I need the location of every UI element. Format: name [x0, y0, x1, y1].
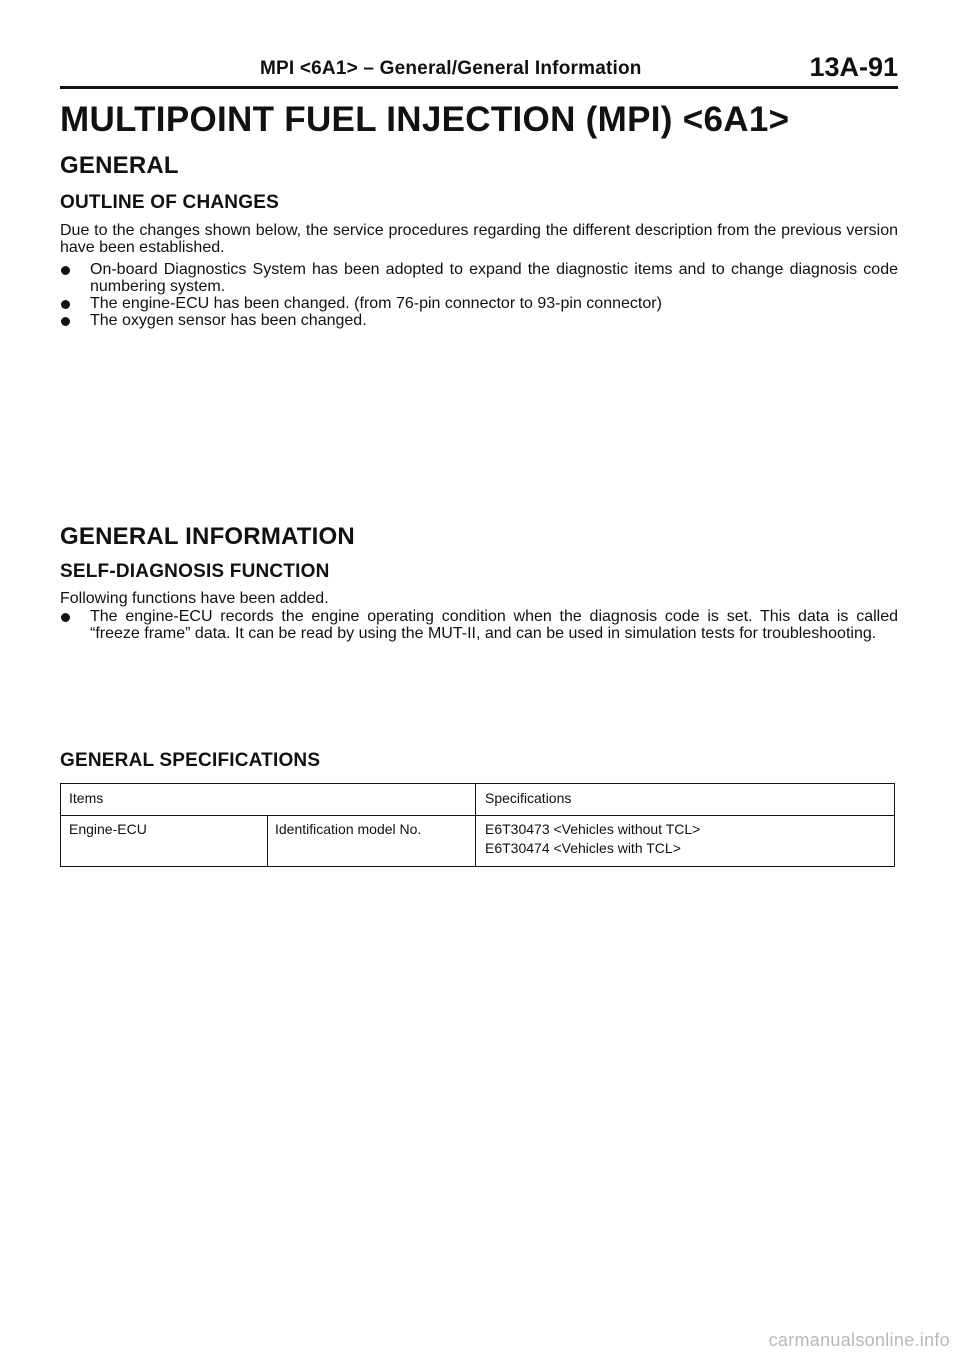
- bullet-icon: [61, 266, 70, 275]
- outline-bullet-list: [60, 261, 898, 329]
- table-header-items: Items: [69, 790, 104, 806]
- bullet-icon: [61, 613, 70, 622]
- general-heading: GENERAL: [60, 152, 179, 179]
- table-header-specs: Specifications: [485, 790, 572, 806]
- self-diagnosis-intro: Following functions have been added.: [60, 590, 329, 607]
- header-title: MPI <6A1> – General/General Information: [260, 58, 642, 79]
- table-divider: [475, 784, 476, 866]
- list-item: On-board Diagnostics System has been adopted to expand the diagnostic items and to change diagnosis code numbering system.: [60, 261, 898, 295]
- outline-intro: Due to the changes shown below, the service procedures regarding the different description from the previous version have been established.: [60, 222, 898, 256]
- list-item: The oxygen sensor has been changed.: [60, 312, 898, 329]
- table-cell-subitem: Identification model No.: [275, 821, 422, 837]
- bullet-icon: [61, 300, 70, 309]
- self-diagnosis-bullet-list: [60, 608, 898, 642]
- specifications-heading: GENERAL SPECIFICATIONS: [60, 750, 321, 771]
- specifications-table: [60, 783, 895, 867]
- watermark-text: carmanualsonline.info: [768, 1330, 950, 1350]
- table-divider: [61, 815, 894, 816]
- table-cell-spec-2: E6T30474 <Vehicles with TCL>: [485, 840, 681, 856]
- page-header: [60, 52, 898, 89]
- table-divider: [267, 815, 268, 867]
- bullet-icon: [61, 317, 70, 326]
- list-item: The engine-ECU has been changed. (from 76-pin connector to 93-pin connector): [60, 295, 898, 312]
- table-cell-spec-1: E6T30473 <Vehicles without TCL>: [485, 821, 701, 837]
- page-number: 13A-91: [809, 52, 898, 82]
- outline-heading: OUTLINE OF CHANGES: [60, 192, 279, 213]
- self-diagnosis-heading: SELF-DIAGNOSIS FUNCTION: [60, 561, 330, 582]
- table-cell-item: Engine-ECU: [69, 821, 147, 837]
- list-item: The engine-ECU records the engine operating condition when the diagnosis code is set. This data is called “freeze frame” data. It can be read by using the MUT-II, and can be used in simulation tests for troubleshooting.: [60, 608, 898, 642]
- general-information-heading: GENERAL INFORMATION: [60, 523, 355, 550]
- main-title: MULTIPOINT FUEL INJECTION (MPI) <6A1>: [60, 100, 790, 139]
